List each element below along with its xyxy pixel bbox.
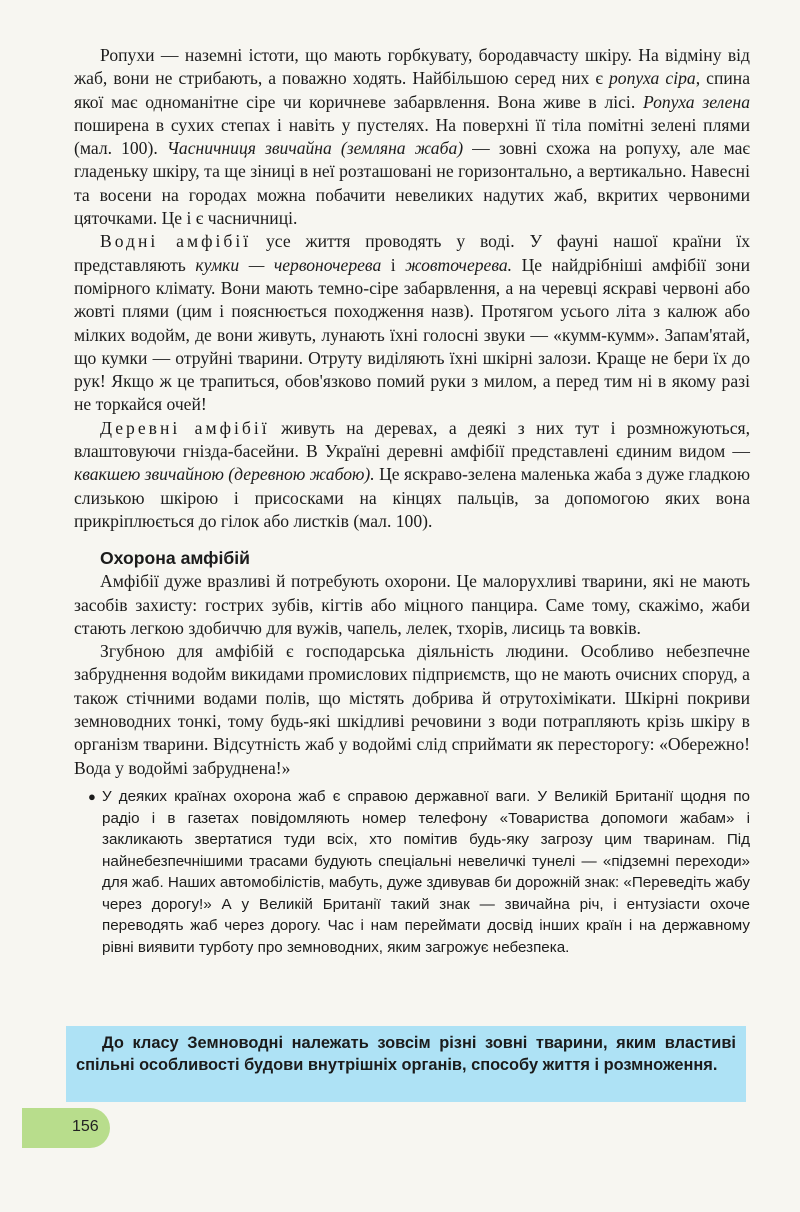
italic-term: жовточерева. [405,254,513,275]
italic-term: кумки — червоночерева [195,254,382,275]
summary-box [66,1026,746,1102]
paragraph-water-amphibians [74,230,750,416]
spaced-term: Деревні амфібії [100,417,270,438]
page-number: 156 [72,1118,99,1135]
paragraph-tree-amphibians [74,417,750,533]
italic-term: Ропуха зелена [642,91,751,112]
paragraph-toads [74,44,750,230]
paragraph-protection-2: Згубною для амфібій є господарська діяльність людини. Особливо небезпечне забруднення водойм викидами промислових підприємств, що не мають очисних споруд, а також стічними водами полів, що містять добрива й отрутохімікати. Шкірні покриви земноводних тонкі, тому будь-які шкідливі речовини з води потрапляють крізь шкіру в організм тварини. Відсутність жаб у водоймі слід сприймати як пересторогу: «Обережно! Вода у водоймі забруднена!» [74,641,750,778]
italic-term: Часничниця звичайна (земляна жаба) [166,138,464,159]
text-run: усе життя проводять у воді. У фауні нашої країни їх представляють [74,231,750,275]
text-run: , спина якої має одноманітне сіре чи коричневе забарвлення. Вона живе в лісі. [74,68,751,112]
text-run: і [381,254,406,275]
section-heading: Охорона амфібій [100,548,250,569]
text-run: Це найдрібніші амфібії зони помірного клімату. Вони мають темно-сіре забарвлення, а на черевці яскраві червоні або жовті плями (цим і пояснюється походження назв). Протягом усього літа з калюж або мілких водойм, де вони живуть, лунають їхні голосні звуки — «кумм-кумм». Запам'ятай, що кумки — отруйні тварини. Отруту виділяють їхні шкірні залози. Краще не бери їх до рук! Якщо ж це трапиться, обов'язково помий руки з милом, а перед тим ні в якому разі не торкайся очей! [74,254,750,415]
italic-term: ропуха сіра [608,68,696,89]
text-run: Це яскраво-зелена маленька жаба з дуже гладкою слизькою шкірою і присосками на кінцях пальців, за допомогою яких вона прикріплюється до гілок або листків (мал. 100). [74,464,751,531]
italic-term: квакшею звичайною (деревною жабою). [74,464,375,485]
note-text: У деяких країнах охорона жаб є справою державної ваги. У Великій Британії щодня по радіо і в газетах повідомляють номер телефону «Товариства допомоги жабам» і закликають звертатися туди всіх, хто помітив будь-яку загрозу цим тваринам. Під найнебезпечнішими трасами будують спеціальні невеличкі тунелі — «підземні переходи» для жаб. Наших автомобілістів, мабуть, дуже здивував би дорожній знак: «Переведіть жабу через дорогу!» А у Великій Британії такий знак — звичайна річ, і ентузіасти охоче переводять жаб через дорогу. Час і нам переймати досвід інших країн і на державному рівні виявити турботу про земноводних, яким загрожує небезпека. [102,787,750,957]
text-run: живуть на деревах, а деякі з них тут і розмножуються, влаштовуючи гнізда-басейни. В Україні деревні амфібії представлені єдиним видом — [74,417,750,462]
bullet-icon: ● [88,788,96,804]
spaced-term: Водні амфібії [100,231,252,252]
text-run: — зовні схожа на ропуху, але має гладеньку шкіру, та ще зіниці в неї розташовані не горизонтально, а вертикально. Навесні та восени на городах можна побачити невеликих надутих жаб, вкритих червоними цяточками. Це і є часничниці. [74,138,750,229]
text-run: поширена в сухих степах і навіть у пустелях. На поверхні її тіла помітні зелені плями (мал. 100). [74,114,750,159]
text-run: Ропухи — наземні істоти, що мають горбкувату, бородавчасту шкіру. На відміну від жаб, вони не стрибають, а поважно ходять. Найбільшою серед них є [74,45,750,89]
page-content [74,44,750,959]
paragraph-protection-1: Амфібії дуже вразливі й потребують охорони. Це малорухливі тварини, які не мають засобів захисту: гострих зубів, кігтів або міцного панцира. Саме тому, скажімо, жаби стають легкою здобиччю для вужів, чапель, лелек, тхорів, лисиць та вовків. [74,571,750,638]
note-block [74,786,750,959]
summary-text: До класу Земноводні належать зовсім різні зовні тварини, яким властиві спільні особливості будови внутрішніх органів, способу життя і розмноження. [76,1034,736,1074]
